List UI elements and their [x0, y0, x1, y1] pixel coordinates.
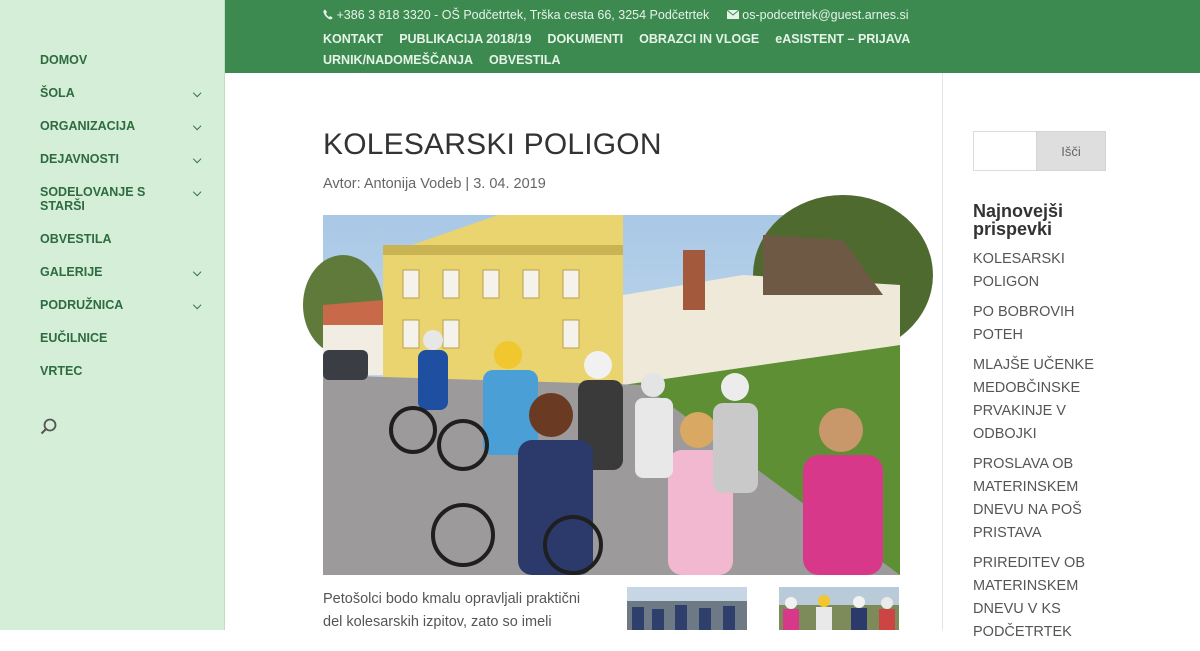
email-text: os-podcetrtek@guest.arnes.si: [742, 8, 909, 22]
sidebar: [0, 0, 225, 630]
recent-post-link[interactable]: PO BOBROVIH POTEH: [973, 304, 1075, 343]
gallery-thumbnail[interactable]: [779, 587, 899, 630]
menu-item-label: OBVESTILA: [40, 232, 112, 246]
phone-icon: [323, 9, 333, 20]
menu-item-organizacija[interactable]: [40, 119, 210, 133]
sidebar-divider: [942, 73, 943, 630]
recent-post-link[interactable]: MLAJŠE UČENKE MEDOBČINSKE PRVAKINJE V ODBOJKI: [973, 357, 1094, 442]
chevron-down-icon[interactable]: ⌵: [193, 88, 202, 100]
phone-info: [323, 8, 713, 22]
menu-item-vrtec[interactable]: [40, 364, 210, 378]
menu-item-label: DOMOV: [40, 53, 88, 67]
phone-text: +386 3 818 3320 - OŠ Podčetrtek, Trška cesta 66, 3254 Podčetrtek: [336, 8, 710, 22]
search-button[interactable]: Išči: [1036, 131, 1106, 171]
search-form: [973, 131, 1106, 171]
top-nav-urnik[interactable]: URNIK/NADOMEŠČANJA: [323, 53, 474, 67]
recent-post-link[interactable]: KOLESARSKI POLIGON: [973, 251, 1065, 290]
post-paragraph: Petošolci bodo kmalu opravljali praktični del kolesarskih izpitov, zato so imeli: [323, 591, 581, 630]
menu-item-label: EUČILNICE: [40, 331, 108, 345]
top-bar: [225, 0, 1200, 73]
menu-item-label: PODRUŽNICA: [40, 298, 124, 312]
main-menu: [40, 53, 210, 397]
menu-item-galerije[interactable]: [40, 265, 210, 279]
menu-item-domov[interactable]: [40, 53, 210, 67]
chevron-down-icon[interactable]: ⌵: [193, 121, 202, 133]
menu-item-dejavnosti[interactable]: [40, 152, 210, 166]
top-nav-obrazci[interactable]: OBRAZCI IN VLOGE: [639, 32, 760, 46]
menu-item-sodelovanje[interactable]: [40, 185, 210, 213]
top-nav-kontakt[interactable]: KONTAKT: [323, 32, 384, 46]
menu-item-sola[interactable]: [40, 86, 210, 100]
search-input[interactable]: [973, 131, 1037, 171]
chevron-down-icon[interactable]: ⌵: [193, 300, 202, 312]
top-nav-dokumenti[interactable]: DOKUMENTI: [547, 32, 624, 46]
top-nav-easistent[interactable]: eASISTENT – PRIJAVA: [775, 32, 911, 46]
top-nav: [323, 29, 1063, 71]
search-icon[interactable]: [40, 418, 58, 441]
menu-item-label: GALERIJE: [40, 265, 103, 279]
menu-item-label: VRTEC: [40, 364, 83, 378]
post-title: KOLESARSKI POLIGON: [323, 128, 662, 161]
recent-post-link[interactable]: PROSLAVA OB MATERINSKEM DNEVU NA POŠ PRISTAVA: [973, 456, 1082, 541]
recent-posts-title: Najnovejši prispevki: [973, 201, 1064, 239]
menu-item-label: SODELOVANJE S STARŠI: [40, 185, 146, 213]
menu-item-label: DEJAVNOSTI: [40, 152, 119, 166]
post-meta: Avtor: Antonija Vodeb | 3. 04. 2019: [323, 176, 546, 192]
recent-post-link[interactable]: PRIREDITEV OB MATERINSKEM DNEVU V KS PODČETRTEK: [973, 555, 1085, 640]
top-nav-publikacija[interactable]: PUBLIKACIJA 2018/19: [399, 32, 532, 46]
top-nav-obvestila[interactable]: OBVESTILA: [489, 53, 561, 67]
recent-posts-list: [973, 248, 1098, 651]
chevron-down-icon[interactable]: ⌵: [193, 267, 202, 279]
menu-item-obvestila[interactable]: [40, 232, 210, 246]
gallery-thumbnail[interactable]: [627, 587, 747, 630]
menu-item-eucilnice[interactable]: [40, 331, 210, 345]
menu-item-label: ORGANIZACIJA: [40, 119, 136, 133]
post-header: [323, 128, 900, 192]
contact-info: [323, 8, 923, 22]
chevron-down-icon[interactable]: ⌵: [193, 187, 202, 199]
menu-item-podruznica[interactable]: [40, 298, 210, 312]
email-info[interactable]: [727, 8, 909, 22]
menu-item-label: ŠOLA: [40, 86, 75, 100]
envelope-icon: [727, 10, 739, 19]
hero-photo: [323, 215, 900, 575]
chevron-down-icon[interactable]: ⌵: [193, 154, 202, 166]
